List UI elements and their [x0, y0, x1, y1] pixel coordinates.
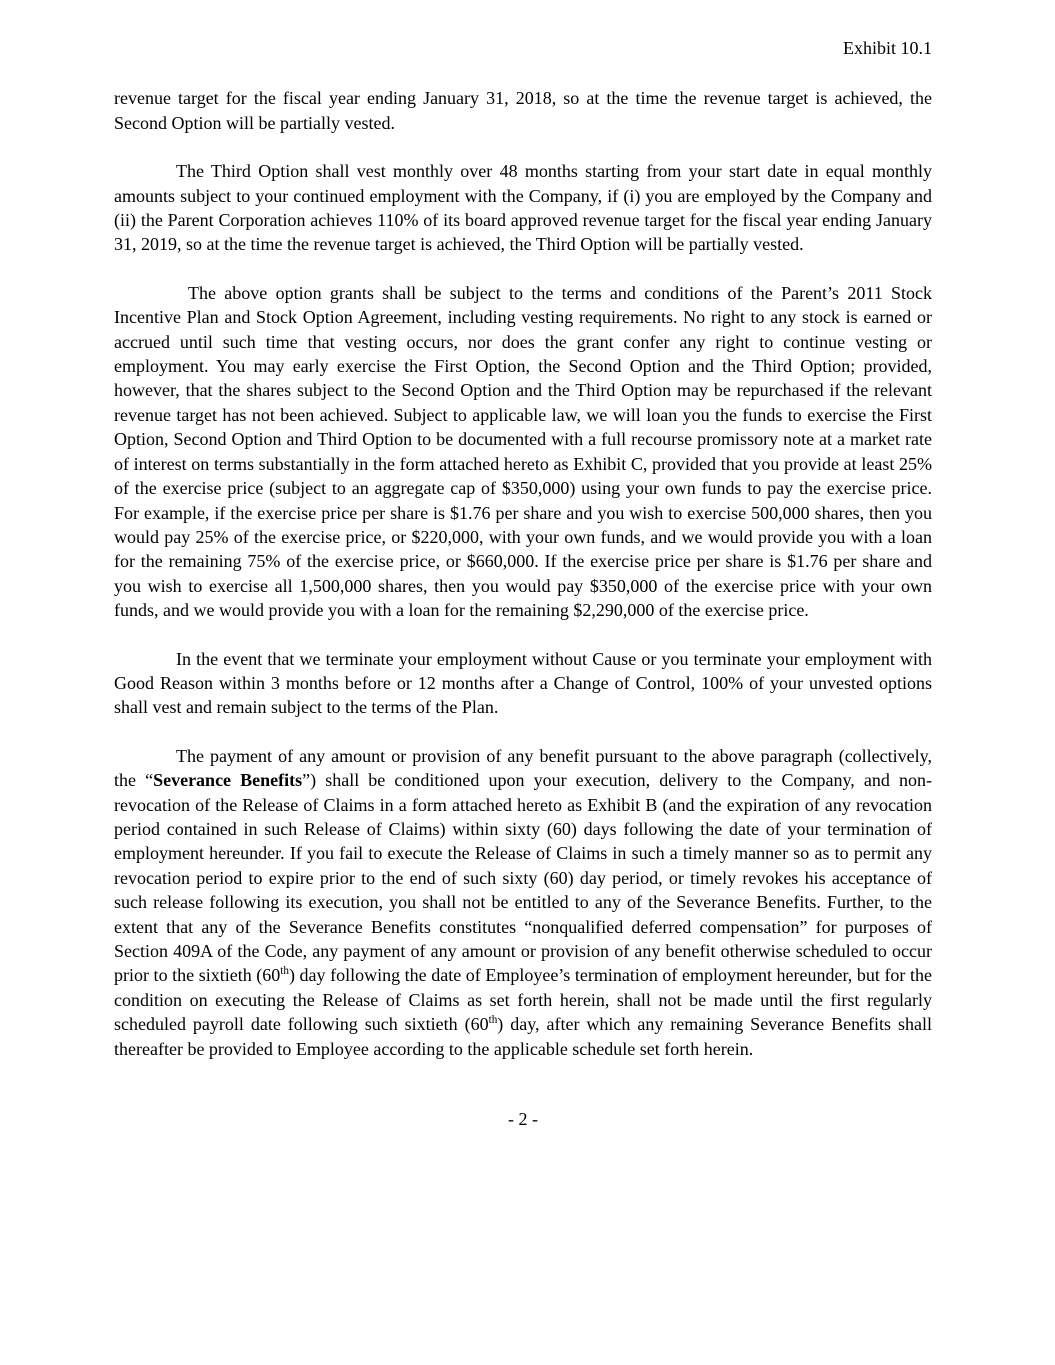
paragraph [114, 86, 932, 135]
text-run: th [280, 965, 289, 978]
page-footer [114, 1107, 932, 1131]
text-run: Severance Benefits [153, 770, 303, 791]
text-run: ) day, after which any remaining Severance Benefits shall thereafter be provided to Employee according to the applicable schedule set forth herein. [114, 1014, 933, 1059]
page-number: - 2 - [508, 1109, 538, 1130]
page-header [114, 36, 932, 60]
text-run: ) day following the date of Employee’s termination of employment hereunder, but for the condition on executing the Release of Claims as set forth herein, shall not be made until the first regularly scheduled payroll date following such sixtieth (60 [114, 965, 932, 1035]
paragraph [114, 159, 932, 257]
text-run: In the event that we terminate your employment without Cause or you terminate your employment with Good Reason within 3 months before or 12 months after a Change of Control, 100% of your unvested options shall vest and remain subject to the terms of the Plan. [114, 648, 932, 718]
exhibit-label: Exhibit 10.1 [843, 38, 932, 58]
paragraph [114, 647, 932, 720]
document-body [114, 86, 932, 1061]
text-run: The above option grants shall be subject to the terms and conditions of the Parent’s 2011 Stock Incentive Plan and Stock Option Agreement, including vesting requirements. No right to any stock is earned or accrued until such time that vesting occurs, nor does the grant confer any right to continue vesting or employment. You may early exercise the First Option, the Second Option and the Third Option; provided, however, that the shares subject to the Second Option and the Third Option may be repurchased if the relevant revenue target has not been achieved. Subject to applicable law, we will loan you the funds to exercise the First Option, Second Option and Third Option to be documented with a full recourse promissory note at a market rate of interest on terms substantially in the form attached hereto as Exhibit C, provided that you provide at least 25% of the exercise price (subject to an aggregate cap of $350,000) using your own funds to pay the exercise price. For example, if the exercise price per share is $1.76 per share and you wish to exercise 500,000 shares, then you would pay 25% of the exercise price, or $220,000, with your own funds, and we would provide you with a loan for the remaining 75% of the exercise price, or $660,000. If the exercise price per share is $1.76 per share and you wish to exercise all 1,500,000 shares, then you would pay $350,000 of the exercise price with your own funds, and we would provide you with a loan for the remaining $2,290,000 of the exercise price. [114, 282, 932, 621]
paragraph [114, 281, 932, 623]
text-run: ”) shall be conditioned upon your execution, delivery to the Company, and non-revocation of the Release of Claims in a form attached hereto as Exhibit B (and the expiration of any revocation period contained in such Release of Claims) within sixty (60) days following the date of your termination of employment hereunder. If you fail to execute the Release of Claims in such a timely manner so as to permit any revocation period to expire prior to the end of such sixty (60) day period, or timely revokes his acceptance of such release following its execution, you shall not be entitled to any of the Severance Benefits. Further, to the extent that any of the Severance Benefits constitutes “nonqualified deferred compensation” for purposes of Section 409A of the Code, any payment of any amount or provision of any benefit otherwise scheduled to occur prior to the sixtieth (60 [114, 770, 932, 986]
text-run: The payment of any amount or provision of any benefit pursuant to the above paragraph (collectively, the “ [114, 745, 932, 791]
text-run: th [488, 1014, 498, 1027]
text-run: revenue target for the fiscal year ending January 31, 2018, so at the time the revenue target is achieved, the Second Option will be partially vested. [114, 88, 932, 133]
text-run: The Third Option shall vest monthly over 48 months starting from your start date in equal monthly amounts subject to your continued employment with the Company, if (i) you are employed by the Company and (ii) the Parent Corporation achieves 110% of its board approved revenue target for the fiscal year ending January 31, 2019, so at the time the revenue target is achieved, the Third Option will be partially vested. [114, 161, 932, 255]
paragraph [114, 744, 932, 1061]
